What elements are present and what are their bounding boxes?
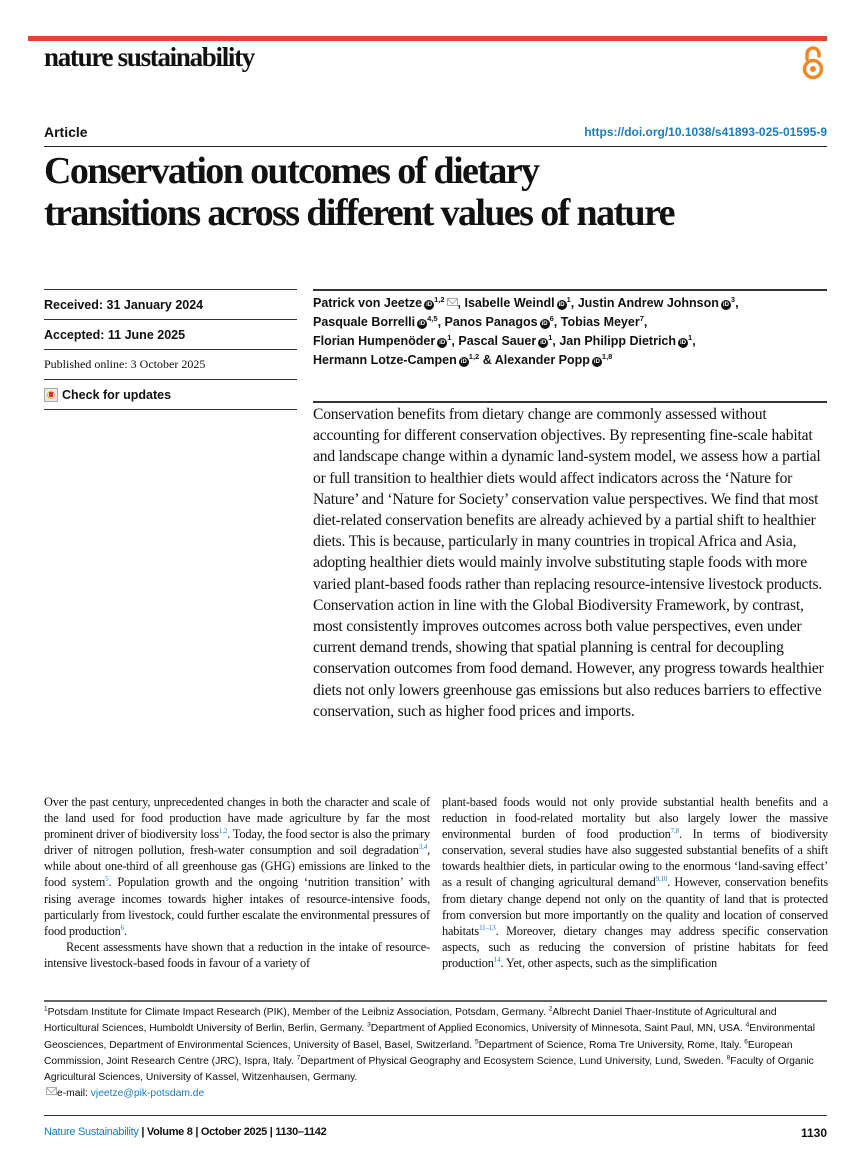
journal-header-bar (28, 36, 827, 41)
author-affiliation-number: 7 (639, 313, 644, 323)
affiliation-text: Faculty of Organic Agricultural Sciences, University of Kassel, Witzenhausen, Germany. (44, 1055, 814, 1084)
affiliation-number: 1 (44, 1005, 48, 1013)
affiliation-text: European Commission, Joint Research Centre (JRC), Ispra, Italy. (44, 1039, 793, 1067)
abstract: Conservation benefits from dietary change are commonly assessed without accounting for different conservation objectives. By representing fine-scale habitat and landscape change within a dynamic land-system model, we assess how a partial or full transition to healthier diets would affect indicators across the ‘Nature for Nature’ and ‘Nature for Society’ conservation value perspectives. We find that most diet-related conservation benefits are already achieved by a partial shift to healthier diets. This is because, particularly in many countries in tropical Africa and Asia, adopting healthier diets would mainly involve substituting staple foods with more varied plant-based foods rather than replacing resource-intensive livestock products. Conservation action in line with the Global Biodiversity Framework, by contrast, most consistently improves outcomes across both value perspectives, even under current demand trends, showing that spatial planning is central for decoupling conservation outcomes from food demand. However, any progress towards healthier diets not only lowers greenhouse gas emissions but also reduces barriers to effective conservation, such as higher food prices and imports. (313, 406, 824, 720)
title-line-1: Conservation outcomes of dietary (44, 150, 539, 192)
author-affiliation-number: 1 (548, 332, 553, 342)
orcid-icon[interactable]: iD (680, 340, 687, 346)
affiliation-number: 3 (367, 1021, 371, 1029)
orcid-icon[interactable]: iD (419, 321, 426, 327)
author-name: Pasquale Borrelli (313, 315, 416, 329)
author-affiliation-number: 6 (549, 313, 554, 323)
article-title (44, 150, 834, 234)
reference-link[interactable]: 9,10 (655, 875, 668, 884)
author-affiliation-number: 1,2 (434, 294, 445, 304)
authors-rule (313, 289, 827, 291)
author-name: Isabelle Weindl (464, 296, 555, 310)
author[interactable] (559, 334, 692, 348)
affiliations (44, 1005, 827, 1103)
affiliation-number: 6 (744, 1038, 748, 1046)
affiliations-rule (44, 1000, 827, 1002)
body-paragraph: Over the past century, unprecedented changes in both the character and scale of the land used for food production have made agriculture by far the most prominent driver of biodiversity loss$^{1,2}$. Today, the food sector is also the primary driver of nitrogen pollution, fresh-water consumption and soil degradation$^{3,4}$, while about one-third of all greenhouse gas (GHG) emissions are linked to the food system$^5$. Population growth and the ongoing ‘nutrition transition’ with rising average incomes towards higher intakes of resource-intensive foods, particularly from livestock, could further escalate the environmental pressures of food production$^6$. (44, 795, 431, 938)
orcid-icon[interactable]: iD (426, 302, 433, 308)
open-access-icon (802, 45, 824, 81)
affiliation-text: Department of Applied Economics, University of Minnesota, Saint Paul, MN, USA. (370, 1023, 746, 1035)
check-for-updates-button[interactable] (44, 379, 297, 410)
author-name: Patrick von Jeetze (313, 296, 423, 310)
corresponding-author-mail-icon[interactable] (447, 298, 458, 306)
orcid-icon[interactable]: iD (439, 340, 446, 346)
reference-link[interactable]: 11–13 (479, 923, 496, 932)
author-name: Pascal Sauer (458, 334, 537, 348)
footer-journal-link[interactable]: Nature Sustainability (44, 1126, 139, 1138)
affiliation-list (44, 1007, 815, 1083)
author[interactable] (495, 353, 613, 367)
author-affiliation-number: 1 (688, 332, 693, 342)
email-icon (46, 1087, 57, 1095)
author[interactable] (313, 315, 438, 329)
author-affiliation-number: 1,8 (601, 351, 613, 361)
article-dates (44, 289, 297, 410)
author-name: Jan Philipp Dietrich (559, 334, 677, 348)
footer-details: | Volume 8 | October 2025 | 1130–1142 (138, 1126, 327, 1138)
email-label: e-mail: (57, 1088, 91, 1100)
affiliation-text: Potsdam Institute for Climate Impact Research (PIK), Member of the Leibniz Association, Potsdam, Germany. (47, 1007, 549, 1018)
abstract-rule (313, 401, 827, 403)
journal-name: nature sustainability (44, 42, 255, 72)
author-list: Patrick von Jeetze iD$^{1,2}$ , Isabelle Weindl $iD^1$, Justin Andrew Johnson $iD^3$, Pasquale Borrelli iD$^{4,5}$, Panos Panagos $iD^6$, Tobias Meyer$^7$, Florian Humpenöder $iD^1$, Pascal Sauer $iD^1$, Jan Philipp Dietrich $iD^1$, Hermann Lotze-Campen iD$^{1,2}$ & Alexander Popp iD$^{1,8}$ (313, 294, 739, 367)
author[interactable] (313, 296, 458, 310)
author[interactable] (578, 296, 735, 310)
author[interactable] (458, 334, 552, 348)
affiliation-number: 4 (745, 1021, 750, 1029)
orcid-icon[interactable]: iD (722, 302, 729, 308)
author[interactable] (464, 296, 570, 310)
author-name: Florian Humpenöder (313, 334, 436, 348)
accepted-date: Accepted: 11 June 2025 (44, 319, 297, 349)
body-paragraph: Recent assessments have shown that a reduction in the intake of resource-intensive livestock-based foods in favour of a variety of (44, 939, 430, 970)
reference-link[interactable]: 3,4 (418, 843, 428, 852)
check-for-updates-icon (44, 388, 58, 402)
body-column-1 (44, 794, 430, 971)
check-for-updates-label: Check for updates (62, 387, 172, 402)
received-date: Received: 31 January 2024 (44, 289, 297, 319)
author-affiliation-number: 4,5 (427, 313, 438, 323)
doi-link[interactable]: https://doi.org/10.1038/s41893-025-01595-9 (584, 125, 827, 139)
affiliation-text: Albrecht Daniel Thaer-Institute of Agricultural and Horticultural Sciences, Humboldt University of Berlin, Berlin, Germany. (44, 1007, 777, 1035)
affiliation-text: Environmental Geosciences, Department of Environmental Sciences, University of Basel, Basel, Switzerland. (44, 1023, 816, 1051)
reference-link[interactable]: 7,8 (670, 827, 679, 836)
affiliation-number: 5 (474, 1038, 479, 1046)
orcid-icon[interactable]: iD (558, 302, 565, 308)
orcid-icon[interactable]: iD (593, 359, 600, 365)
author-affiliation-number: 1 (447, 332, 452, 342)
header-rule (44, 146, 827, 147)
author[interactable] (445, 315, 554, 329)
author-name: Alexander Popp (494, 353, 590, 367)
author-name: Panos Panagos (444, 315, 538, 329)
affiliation-number: 7 (296, 1054, 301, 1062)
corresponding-email-link[interactable]: vjeetze@pik-potsdam.de (90, 1088, 205, 1100)
reference-link[interactable]: 6 (120, 923, 125, 932)
author[interactable] (561, 315, 644, 329)
citation-footer (44, 1126, 326, 1138)
article-type-label: Article (44, 124, 88, 140)
author-name: Justin Andrew Johnson (577, 296, 719, 310)
author-name: Hermann Lotze-Campen (313, 353, 457, 367)
author-affiliation-number: 1 (566, 294, 571, 304)
reference-link[interactable]: 14 (493, 955, 501, 964)
affiliation-number: 2 (548, 1005, 553, 1013)
affiliation-text: Department of Physical Geography and Ecosystem Science, Lund University, Lund, Sweden. (300, 1055, 727, 1067)
body-column-2 (442, 794, 828, 971)
author-name: Tobias Meyer (560, 315, 640, 329)
author-affiliation-number: 1,2 (468, 351, 480, 361)
reference-link[interactable]: 5 (105, 875, 109, 884)
affiliation-number: 8 (726, 1054, 731, 1062)
orcid-icon[interactable]: iD (460, 359, 467, 365)
orcid-icon[interactable]: iD (540, 340, 547, 346)
title-line-2: transitions across different values of nature (44, 192, 674, 234)
published-date: Published online: 3 October 2025 (44, 349, 297, 379)
reference-link[interactable]: 1,2 (218, 827, 228, 836)
page-number: 1130 (800, 1126, 827, 1140)
author-affiliation-number: 3 (730, 294, 736, 304)
author[interactable] (313, 353, 479, 367)
orcid-icon[interactable]: iD (541, 321, 548, 327)
footer-rule (44, 1115, 827, 1116)
body-paragraph: plant-based foods would not only provide substantial health benefits and a reduction in food-related mortality but also largely lower the massive environmental burden of food production$^{7,8}$. In terms of biodiversity conservation, several studies have also suggested substantial benefits of a shift towards healthier diets, in particular owing to the enormous ‘land-saving effect’ as a result of changing agricultural demand$^{9,10}$. However, conservation benefits from dietary change depend not only on the quantity of land that is protected from conversion but more importantly on the quality and location of conserved habitats$^{11-13}$. Moreover, dietary changes may address specific conservation aspects, such as reducing the conversion of pristine habitats for feed production$^{14}$. Yet, other aspects, such as the simplification (442, 795, 829, 970)
author[interactable] (313, 334, 451, 348)
affiliation-text: Department of Science, Roma Tre University, Rome, Italy. (478, 1039, 745, 1051)
